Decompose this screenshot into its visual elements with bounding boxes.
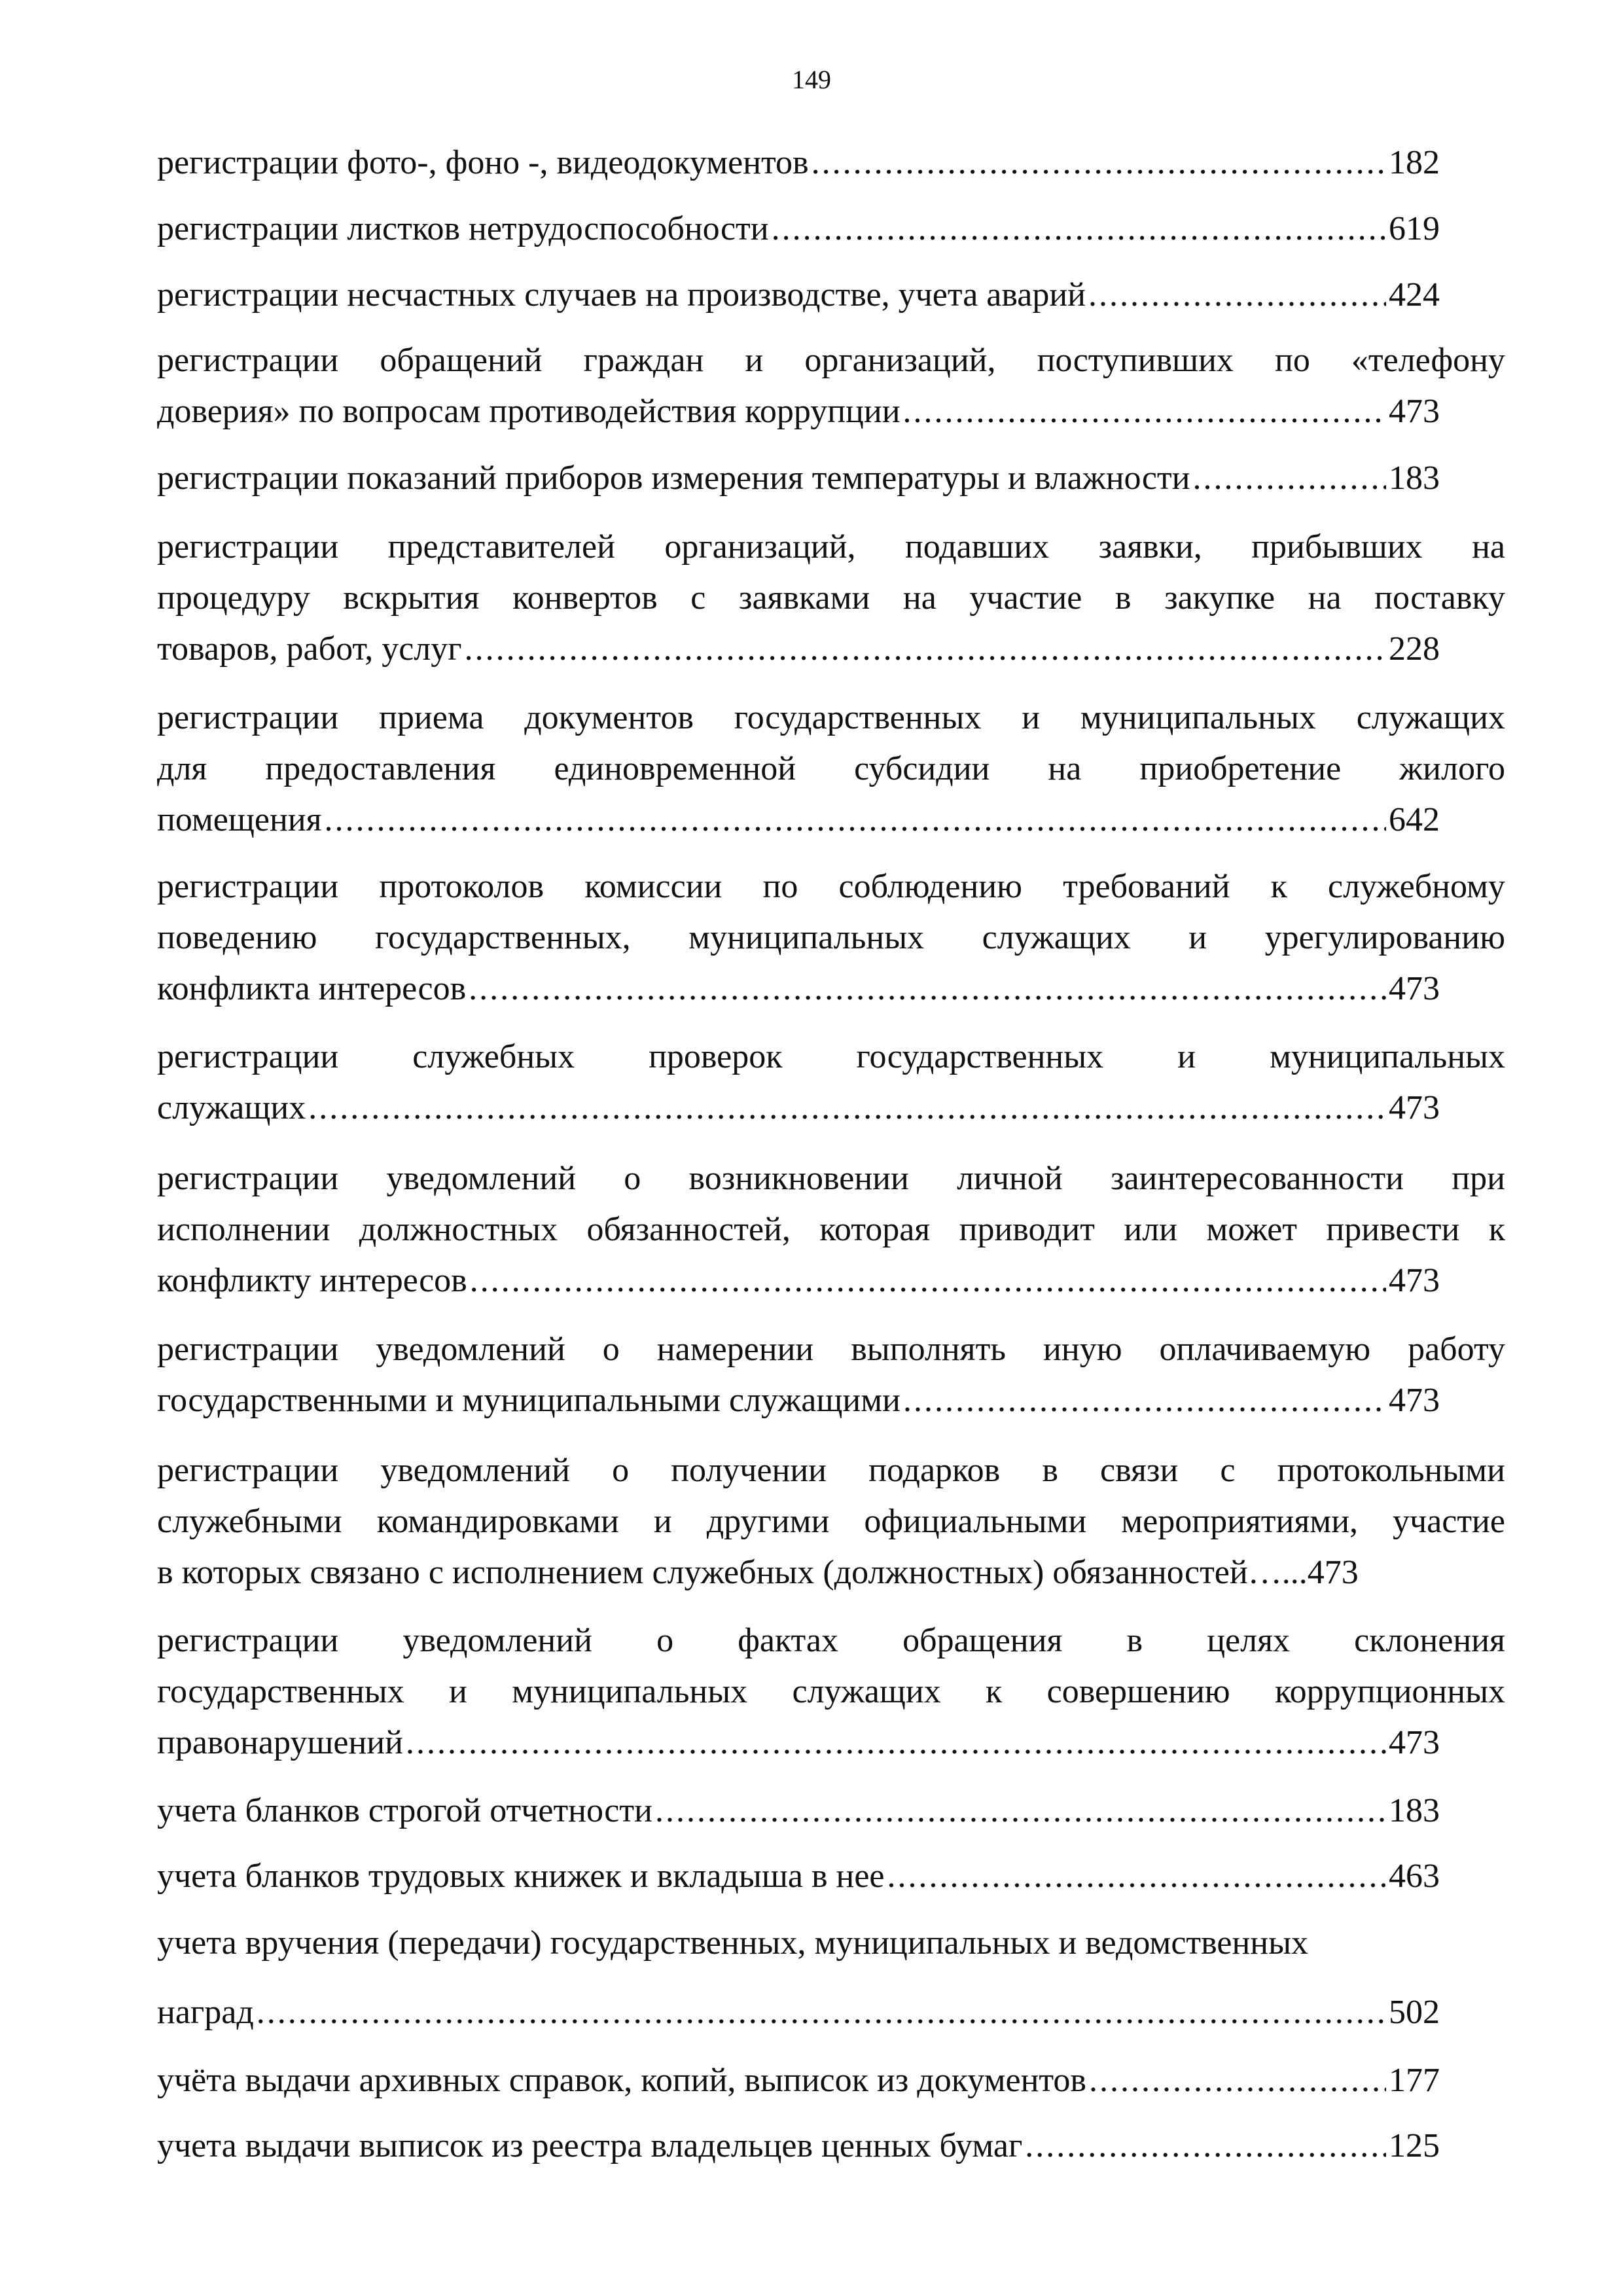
- entry-line: регистрации уведомлений о фактах обращения в целях склонения: [157, 1622, 1505, 1659]
- index-entry: [157, 692, 1505, 846]
- entry-line: [157, 1851, 1440, 1902]
- entry-line: [157, 1987, 1440, 2038]
- entry-line: регистрации уведомлений о намерении выполнять иную оплачиваемую работу: [157, 1331, 1505, 1368]
- index-entry: [157, 335, 1505, 437]
- entry-line: поведению государственных, муниципальных служащих и урегулированию: [157, 919, 1505, 956]
- entry-line: [157, 795, 1440, 846]
- entry-line: [157, 453, 1440, 504]
- index-entry: [157, 1785, 1440, 1837]
- entry-text: правонарушений: [157, 1724, 403, 1761]
- entry-line: регистрации приема документов государственных и муниципальных служащих: [157, 699, 1505, 736]
- entry-line: [157, 137, 1440, 188]
- entry-line: регистрации обращений граждан и организаций, поступивших по «телефону: [157, 342, 1505, 379]
- index-entry: [157, 453, 1440, 504]
- entry-line: для предоставления единовременной субсидии на приобретение жилого: [157, 750, 1505, 787]
- page-reference: 502: [1389, 1994, 1440, 2031]
- page-reference: 473: [1389, 393, 1440, 430]
- leader-dots: [1192, 453, 1386, 504]
- leader-dots: [655, 1785, 1386, 1837]
- leader-dots: [1089, 2055, 1386, 2106]
- entry-text: доверия» по вопросам противодействия коррупции: [157, 393, 901, 430]
- page-reference: 183: [1389, 1792, 1440, 1829]
- entry-text: регистрации показаний приборов измерения температуры и влажности: [157, 459, 1190, 497]
- page-reference: 473: [1389, 1724, 1440, 1761]
- index-entry: [157, 1918, 1466, 2038]
- entry-text: в которых связано с исполнением служебных (должностных) обязанностей…: [157, 1554, 1282, 1591]
- index-entry: [157, 522, 1505, 675]
- leader-dots: [1088, 270, 1386, 321]
- entry-line: регистрации протоколов комиссии по соблюдению требований к служебному: [157, 868, 1505, 905]
- entry-text: регистрации фото-, фоно -, видеодокументов: [157, 144, 809, 181]
- index-entry: [157, 204, 1440, 255]
- index-entry: [157, 1851, 1440, 1902]
- index-entry: [157, 2055, 1440, 2106]
- page-number: 149: [792, 65, 831, 94]
- entry-text: наград: [157, 1994, 254, 2031]
- entry-line: [157, 2055, 1440, 2106]
- leader-dots: [469, 963, 1386, 1014]
- page-reference: 228: [1389, 630, 1440, 668]
- index-entry: [157, 1445, 1505, 1598]
- index-entry: [157, 1031, 1505, 1134]
- page-reference: 473: [1389, 970, 1440, 1007]
- page-reference: 642: [1389, 801, 1440, 838]
- entry-line: исполнении должностных обязанностей, которая приводит или может привести к: [157, 1211, 1505, 1248]
- leader-dots: [772, 204, 1386, 255]
- entry-line: учета вручения (передачи) государственных, муниципальных и ведомственных: [157, 1924, 1309, 1962]
- leader-dots: [903, 386, 1386, 437]
- page-reference: 473: [1389, 1262, 1440, 1299]
- index-entry: [157, 1153, 1505, 1306]
- entry-line: [157, 1083, 1440, 1134]
- leader-dots: [887, 1851, 1386, 1902]
- leader-dots: [406, 1717, 1386, 1768]
- entry-line: [157, 1255, 1440, 1306]
- entry-text: регистрации листков нетрудоспособности: [157, 210, 769, 247]
- leader-dots: [257, 1987, 1386, 2038]
- page-reference: ...473: [1281, 1554, 1359, 1591]
- entry-text: учета бланков строгой отчетности: [157, 1792, 652, 1829]
- entry-text: государственными и муниципальными служащими: [157, 1382, 901, 1419]
- entry-line: [157, 386, 1440, 437]
- leader-dots: [465, 624, 1386, 675]
- index-entry: [157, 861, 1505, 1014]
- leader-dots: [470, 1255, 1386, 1306]
- index-entry: [157, 1615, 1505, 1768]
- page-reference: 177: [1389, 2062, 1440, 2099]
- leader-dots: [1025, 2121, 1386, 2172]
- entry-line: регистрации служебных проверок государственных и муниципальных: [157, 1038, 1505, 1075]
- entry-line: [157, 963, 1440, 1014]
- entry-line: [157, 624, 1440, 675]
- index-entry: [157, 137, 1440, 188]
- entry-text: учёта выдачи архивных справок, копий, выписок из документов: [157, 2062, 1086, 2099]
- leader-dots: [903, 1375, 1386, 1426]
- entry-line: регистрации уведомлений о получении подарков в связи с протокольными: [157, 1452, 1505, 1489]
- page-reference: 125: [1389, 2127, 1440, 2164]
- entry-text: учета выдачи выписок из реестра владельцев ценных бумаг: [157, 2127, 1023, 2164]
- entry-line: [157, 1785, 1440, 1837]
- leader-dots: [812, 137, 1386, 188]
- entry-text: помещения: [157, 801, 322, 838]
- page-reference: 424: [1389, 276, 1440, 314]
- entry-line: [157, 1547, 1505, 1598]
- entry-text: регистрации несчастных случаев на производстве, учета аварий: [157, 276, 1086, 314]
- index-entry: [157, 2121, 1440, 2172]
- leader-dots: [325, 795, 1386, 846]
- entry-line: [157, 204, 1440, 255]
- entry-line: регистрации представителей организаций, подавших заявки, прибывших на: [157, 528, 1505, 565]
- page-reference: 473: [1389, 1089, 1440, 1126]
- entry-text: конфликта интересов: [157, 970, 467, 1007]
- index-entry: [157, 1324, 1505, 1426]
- entry-text: служащих: [157, 1089, 306, 1126]
- index-entry: [157, 270, 1440, 321]
- entry-line: регистрации уведомлений о возникновении личной заинтересованности при: [157, 1160, 1505, 1197]
- page-reference: 619: [1389, 210, 1440, 247]
- entry-text: учета бланков трудовых книжек и вкладыша в нее: [157, 1857, 885, 1895]
- entry-line: [157, 270, 1440, 321]
- page-reference: 463: [1389, 1857, 1440, 1895]
- page-reference: 183: [1389, 459, 1440, 497]
- page-reference: 473: [1389, 1382, 1440, 1419]
- entry-line: [157, 1375, 1440, 1426]
- entry-line: [157, 1717, 1440, 1768]
- entry-text: товаров, работ, услуг: [157, 630, 462, 668]
- page-reference: 182: [1389, 144, 1440, 181]
- entry-line: процедуру вскрытия конвертов с заявками на участие в закупке на поставку: [157, 579, 1505, 617]
- entry-line: служебными командировками и другими официальными мероприятиями, участие: [157, 1503, 1505, 1540]
- entry-text: конфликту интересов: [157, 1262, 467, 1299]
- entry-line: государственных и муниципальных служащих к совершению коррупционных: [157, 1673, 1505, 1710]
- entry-line: [157, 2121, 1440, 2172]
- leader-dots: [308, 1083, 1386, 1134]
